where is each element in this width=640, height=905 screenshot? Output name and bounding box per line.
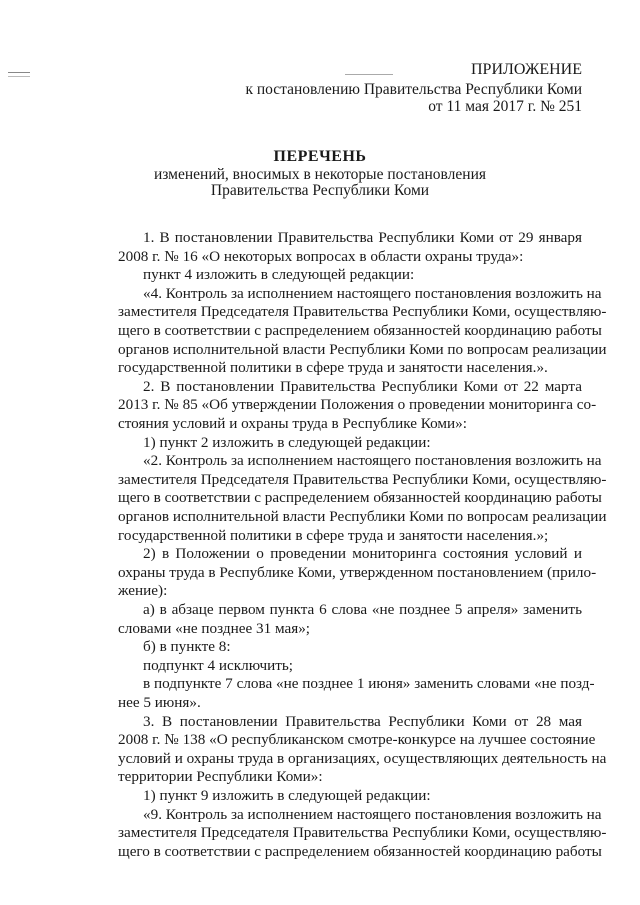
resolution-date-number: от 11 мая 2017 г. № 251 bbox=[428, 98, 582, 115]
body-line: охраны труда в Республике Коми, утвержденном постановлением (прило- bbox=[118, 563, 597, 581]
scan-artifact-left bbox=[8, 72, 30, 73]
body-line: 1) пункт 2 изложить в следующей редакции: bbox=[143, 433, 431, 451]
body-line: органов исполнительной власти Республики Коми по вопросам реализации bbox=[118, 508, 607, 525]
document-title: ПЕРЕЧЕНЬ bbox=[273, 148, 367, 165]
body-line: «4. Контроль за исполнением настоящего постановления возложить на bbox=[143, 284, 602, 302]
body-line: «2. Контроль за исполнением настоящего постановления возложить на bbox=[143, 452, 602, 470]
body-line: стояния условий и охраны труда в Республике Коми»: bbox=[118, 415, 467, 432]
body-line: заместителя Председателя Правительства Республики Коми, осуществляю- bbox=[118, 470, 607, 488]
body-line: в подпункте 7 слова «не позднее 1 июня» заменить словами «не позд- bbox=[143, 675, 595, 693]
body-line: 1. В постановлении Правительства Республики Коми от 29 января bbox=[143, 229, 582, 246]
body-line: государственной политики в сфере труда и занятости населения.». bbox=[118, 359, 548, 377]
body-line: щего в соответствии с распределением обязанностей координацию работы bbox=[118, 489, 602, 507]
body-line: подпункт 4 исключить; bbox=[143, 656, 294, 674]
appendix-label: ПРИЛОЖЕНИЕ bbox=[470, 61, 582, 78]
body-line: органов исполнительной власти Республики Коми по вопросам реализации bbox=[118, 340, 607, 358]
body-line: щего в соответствии с распределением обязанностей координацию работы bbox=[118, 322, 602, 339]
body-line: 2013 г. № 85 «Об утверждении Положения о проведении мониторинга со- bbox=[118, 396, 597, 414]
body-line: жение): bbox=[118, 582, 168, 600]
resolution-reference: к постановлению Правительства Республики Коми bbox=[245, 81, 582, 98]
body-line: заместителя Председателя Правительства Республики Коми, осуществляю- bbox=[118, 303, 607, 321]
document-subtitle-line-2: Правительства Республики Коми bbox=[210, 182, 430, 199]
body-line: а) в абзаце первом пункта 6 слова «не позднее 5 апреля» заменить bbox=[143, 601, 582, 618]
body-line: условий и охраны труда в организациях, осуществляющих деятельность на bbox=[118, 749, 607, 767]
body-line: заместителя Председателя Правительства Республики Коми, осуществляю- bbox=[118, 824, 607, 842]
document-subtitle-line-1: изменений, вносимых в некоторые постановления bbox=[153, 166, 486, 183]
body-line: 3. В постановлении Правительства Республики Коми от 28 мая bbox=[143, 712, 582, 730]
body-line: пункт 4 изложить в следующей редакции: bbox=[143, 266, 415, 284]
body-line: 2008 г. № 138 «О республиканском смотре-конкурсе на лучшее состояние bbox=[118, 731, 596, 749]
body-line: «9. Контроль за исполнением настоящего постановления возложить на bbox=[143, 805, 602, 823]
body-line: 2) в Положении о проведении мониторинга состояния условий и bbox=[143, 545, 582, 563]
body-line: территории Республики Коми»: bbox=[118, 768, 323, 786]
body-line: 2. В постановлении Правительства Республики Коми от 22 марта bbox=[143, 377, 582, 395]
body-line: 1) пункт 9 изложить в следующей редакции: bbox=[143, 787, 431, 804]
body-line: 2008 г. № 16 «О некоторых вопросах в области охраны труда»: bbox=[118, 247, 524, 265]
body-line: б) в пункте 8: bbox=[143, 638, 231, 656]
body-line: нее 5 июня». bbox=[118, 694, 201, 711]
scan-artifact-header bbox=[345, 74, 393, 75]
body-line: словами «не позднее 31 мая»; bbox=[118, 619, 311, 637]
scan-artifact-left-2 bbox=[8, 76, 30, 77]
body-line: щего в соответствии с распределением обязанностей координацию работы bbox=[118, 842, 602, 860]
body-line: государственной политики в сфере труда и занятости населения.»; bbox=[118, 526, 549, 544]
